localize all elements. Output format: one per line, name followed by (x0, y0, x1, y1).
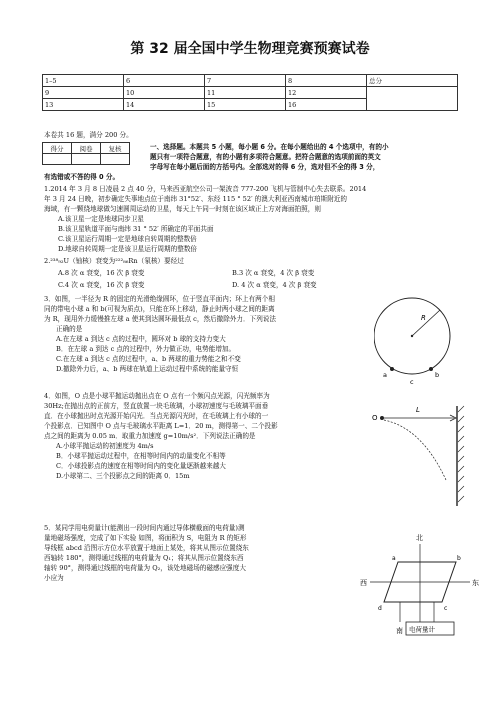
radius-line (412, 310, 440, 336)
label-a: a (392, 555, 396, 562)
grader-cell (101, 154, 130, 165)
projectile-figure (372, 400, 472, 510)
section-line: 一、选择题。本题共 5 小题，每小题 6 分。在每小题给出的 4 个选项中，有的小 (150, 143, 389, 151)
question-line: 个投影点．已知图中 O 点与毛玻璃水平距离 L=1．20 m，测得第一、二个投影 (44, 422, 278, 430)
question-line: 年 3 月 24 日晚，初步确定失事地点位于南纬 31°52′、东经 115 ° 52′ 的澳大利亚西南城市珀斯附近的 (44, 195, 347, 203)
question-line: 轴转 90°，测得通过线框的电荷量为 Q₂，该处地磁场的磁感应强度大 (44, 564, 246, 572)
question-line: 直．在小球抛出时点光源开始闪光．当点光源闪光时，在毛玻璃上有小球的一 (44, 412, 269, 420)
label-d: d (378, 605, 382, 612)
question-line: 同的带电小球 a 和 b(可视为质点)，只能在环上移动，静止时两小球之间的距离 (44, 305, 275, 313)
label-south: 南 (396, 627, 403, 635)
question-1 (44, 184, 484, 254)
option-b: B．小球平抛运动过程中，在相等时间内的动量变化不相等 (56, 452, 226, 460)
option-b: B.3 次 α 衰变，4 次 β 衰变 (232, 269, 315, 277)
score-cell: 13 (43, 99, 124, 111)
score-cell: 7 (205, 75, 286, 87)
question-line: 30Hz;在抛出点的正前方，竖直放置一块毛玻璃，小球初速度与毛玻璃平面垂 (44, 402, 269, 410)
grader-cell (43, 154, 72, 165)
question-line: 1.2014 年 3 月 8 日凌晨 2 点 40 分，马来西亚航空公司一架波音 777-200 飞机与管制中心失去联系。2014 (44, 185, 367, 193)
section-instructions (150, 142, 470, 172)
section-line: 字母写在每小题后面的方括号内。全部选对的得 6 分，选对但不全的得 3 分， (150, 163, 380, 171)
option-d: D.地球自转周期一定是该卫星运行周期的整数倍 (58, 245, 198, 253)
question-line: 3．如图，一半径为 R 的固定的光滑绝缘圆环，位于竖直平面内；环上有两个相 (44, 295, 275, 303)
option-a: A.该卫星一定是地球同步卫星 (58, 215, 144, 223)
score-cell: 总分 (367, 75, 458, 87)
table-row (43, 87, 458, 99)
grader-header: 得分 (43, 143, 72, 154)
score-table (42, 74, 458, 111)
section-line: 有选错或不答的得 0 分。 (44, 173, 120, 181)
score-cell: 9 (43, 87, 124, 99)
label-east: 东 (472, 579, 479, 587)
score-cell: 11 (205, 87, 286, 99)
question-line: 正确的是 (56, 325, 83, 333)
score-cell: 15 (205, 99, 286, 111)
question-line: 点之间的距离为 0.05 m．取重力加速度 g=10m/s²．下列说法正确的是 (44, 432, 256, 440)
option-c: C.4 次 α 衰变，16 次 β 衰变 (58, 281, 145, 289)
question-line: 4．如图，O 点是小球平抛运动抛出点在 O 点有一个频闪点光源，闪光频率为 (44, 392, 270, 400)
question-4 (44, 391, 374, 481)
question-2 (44, 256, 184, 266)
grader-table (42, 142, 130, 165)
question-line: 5．某同学用电荷量计(能测出一段时间内通过导体横截面的电荷量)测 (44, 524, 245, 532)
trajectory (384, 420, 446, 480)
ring-figure (374, 292, 454, 392)
option-d: D. 4 次 α 衰变，4 次 β 衰变 (232, 281, 317, 289)
score-cell: 12 (286, 87, 367, 99)
option-c: C．小球投影点的速度在相等时间内的变化量逐渐越来越大 (56, 462, 226, 470)
label-c: c (444, 605, 448, 612)
option-a: A.8 次 α 衰变，16 次 β 衰变 (58, 269, 145, 277)
table-row (43, 143, 130, 154)
score-cell: 16 (286, 99, 367, 111)
table-row (43, 154, 130, 165)
grader-header: 阅卷 (72, 143, 101, 154)
question-line: 2.²³⁸₉₂U（铀核）衰变为²²²₈₆Rn（氡核）要经过 (44, 257, 184, 265)
page-title: 第 32 届全国中学生物理竞赛预赛试卷 (130, 41, 370, 57)
option-d: D.撤除外力后，a、b 两球在轨道上运动过程中系统的能量守恒 (56, 365, 239, 373)
label-west: 西 (360, 579, 367, 587)
score-cell: 8 (286, 75, 367, 87)
option-c: C.该卫星运行周期一定是地球自转周期的整数倍 (58, 235, 197, 243)
ball-a (390, 367, 394, 371)
question-line: 量地磁场强度，完成了如下实验 如图，将面积为 S，电阻为 R 的矩形 (44, 534, 247, 542)
option-b: B.该卫星轨道平面与南纬 31 ° 52′ 所确定的平面共面 (58, 225, 214, 233)
question-line: 为 R，现用外力缓慢推左球 a 使其到达圆环最低点 c，然后撤除外力．下列说法 (44, 315, 276, 323)
total-score-cell (367, 87, 458, 111)
label-r: R (421, 314, 426, 322)
label-o: O (372, 414, 378, 422)
score-cell: 14 (124, 99, 205, 111)
glass-hatching (458, 406, 464, 502)
intro-text: 本卷共 16 题，满分 200 分。 (44, 131, 133, 139)
option-a: A.小球平抛运动的初速度为 4m/s (56, 442, 154, 450)
ball-b (429, 367, 433, 371)
score-cell: 6 (124, 75, 205, 87)
question-line: 导线框 abcd 沿图示方位水平放置于地面上某处，将其从图示位置绕东 (44, 544, 249, 552)
question-line: 西轴转 180°，测得通过线框的电荷量为 Q₁；将其从图示位置绕东西 (44, 554, 244, 562)
center-point (411, 335, 413, 337)
score-cell: 10 (124, 87, 205, 99)
label-l: L (416, 406, 420, 414)
question-5 (44, 523, 364, 583)
table-row (43, 75, 458, 87)
section-line: 题只有一项符合题意，有的小题有多项符合题意。把符合题意的选项前面的英文 (150, 153, 381, 161)
label-north: 北 (416, 534, 423, 542)
score-cell: 1–5 (43, 75, 124, 87)
question-line: 海域，有一颗绕地球做匀速圆周运动的卫星，每天上午同一时刻在该区域正上方对海面拍照，则 (44, 205, 321, 213)
option-c: C.在左球 a 到达 c 点的过程中，a、b 两球的重力势能之和不变 (56, 355, 241, 363)
label-a: a (383, 371, 387, 379)
label-c: c (410, 378, 414, 386)
label-b: b (457, 555, 461, 562)
question-3 (44, 294, 364, 374)
label-b: b (435, 371, 440, 379)
compass-figure (360, 530, 485, 640)
option-a: A.在左球 a 到达 c 点的过程中，圆环对 b 球的支持力变大 (56, 335, 226, 343)
option-b: B．在左球 a 到达 c 点的过程中，外力做正功，电势能增加。 (56, 345, 236, 353)
meter-label: 电荷量计 (409, 625, 435, 634)
point-o (380, 416, 384, 420)
option-d: D.小球第二、三个投影点之间的距离 0．15m (56, 472, 190, 480)
grader-cell (72, 154, 101, 165)
question-line: 小应为 (44, 574, 64, 582)
grader-header: 复核 (101, 143, 130, 154)
